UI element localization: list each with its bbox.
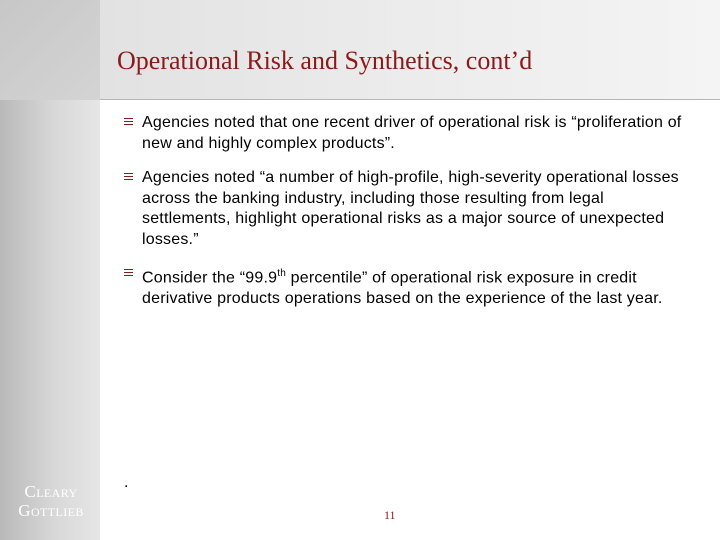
bullet-text: Agencies noted “a number of high-profile, high-severity operational losses across the banking industry, including those resulting from legal settlements, highlight operational risks as a major source of unexpected losses.”: [142, 169, 679, 248]
bullet-text: [142, 264, 692, 309]
bullet-text-end: percentile” of operational risk exposure in credit derivative products operations based on the experience of the last year.: [142, 269, 663, 307]
cleary-gottlieb-logo: [8, 482, 94, 520]
bullet-marker-icon: [124, 173, 133, 180]
title-divider: [100, 99, 720, 100]
bullet-text-start: Consider the “99.9: [142, 269, 278, 287]
bullet-list: [122, 113, 692, 323]
bullet-item: [122, 264, 692, 309]
bullet-marker-icon: [124, 118, 133, 125]
page-number: 11: [384, 508, 396, 522]
bullet-item: [122, 168, 692, 250]
slide-title: Operational Risk and Synthetics, cont’d: [117, 46, 533, 75]
bullet-superscript: th: [277, 268, 286, 279]
bullet-item: [122, 113, 692, 154]
logo-line-2: Gottlieb: [18, 501, 84, 520]
bullet-marker-icon: [124, 269, 133, 276]
stray-mark: .: [124, 474, 129, 491]
corner-box: [0, 0, 100, 100]
logo-line-1: Cleary: [24, 482, 78, 501]
bullet-text: Agencies noted that one recent driver of operational risk is “proliferation of new and highly complex products”.: [142, 114, 682, 152]
